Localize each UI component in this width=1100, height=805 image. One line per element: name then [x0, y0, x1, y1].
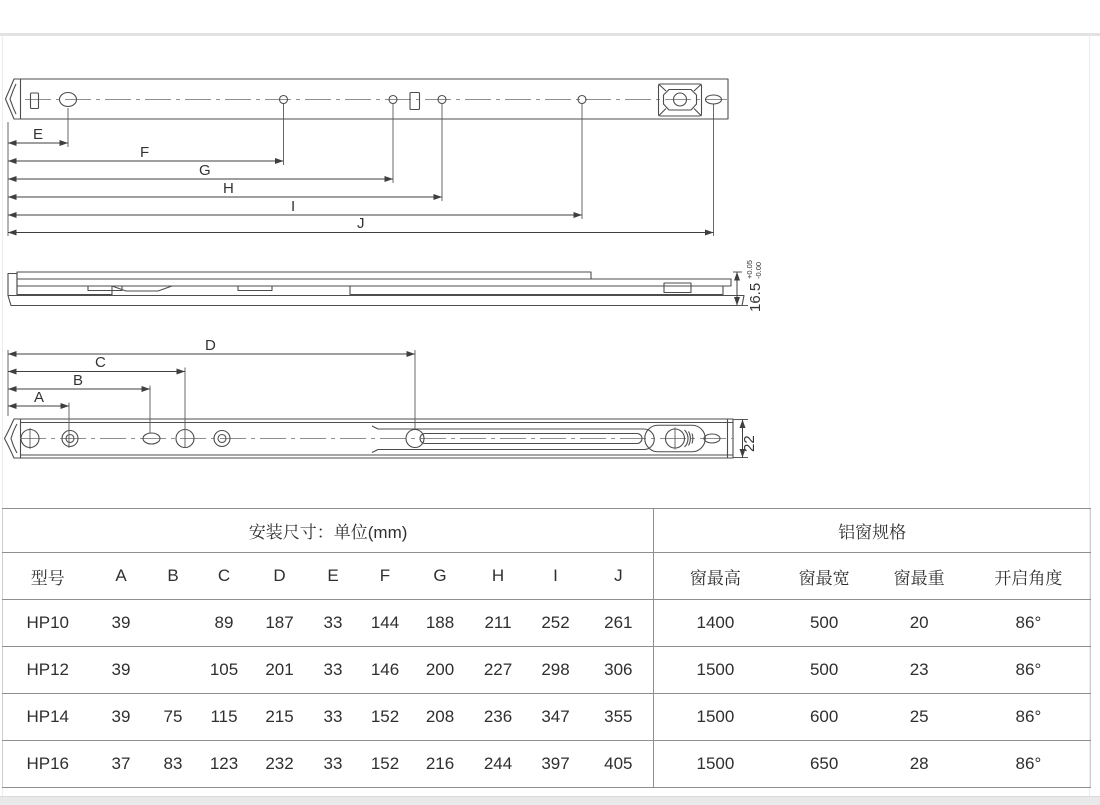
model-cell: HP10: [3, 600, 93, 647]
col-header-f: F: [359, 553, 412, 600]
col-header-g: G: [412, 553, 469, 600]
model-cell: HP16: [3, 741, 93, 788]
dim-label-d: D: [205, 337, 216, 354]
tolerance-minus-label: -0.00: [754, 261, 763, 279]
dim-label-h: H: [223, 180, 234, 197]
col-header-model: 型号: [3, 553, 93, 600]
table-row-hp16: HP16 37 83 123 232 33 152 216 244 397 405 1500 650 28 86°: [3, 741, 1091, 788]
table-row-hp10: HP10 39 89 187 33 144 188 211 252 261 1400 500 20 86°: [3, 600, 1091, 647]
dim-label-g: G: [199, 162, 211, 179]
col-header-h: H: [469, 553, 528, 600]
section-header-install-dims: 安装尺寸：单位(mm): [3, 509, 654, 553]
model-cell: HP12: [3, 647, 93, 694]
table-row-hp14: HP14 39 75 115 215 33 152 208 236 347 355 1500 600 25 86°: [3, 694, 1091, 741]
dim-label-i: I: [291, 198, 296, 215]
col-header-max-weight: 窗最重: [872, 553, 967, 600]
model-cell: HP14: [3, 694, 93, 741]
col-header-d: D: [252, 553, 308, 600]
dim-label-j: J: [357, 215, 365, 232]
table-row-hp12: HP12 39 105 201 33 146 200 227 298 306 1500 500 23 86°: [3, 647, 1091, 694]
extended-view-drawing: [6, 79, 729, 236]
col-header-b: B: [150, 553, 197, 600]
dim-label-c: C: [95, 354, 106, 371]
col-header-c: C: [197, 553, 252, 600]
inner-view-drawing: [5, 337, 759, 458]
spec-table: [2, 508, 1091, 788]
column-header-row: [3, 553, 1091, 600]
col-header-e: E: [308, 553, 359, 600]
side-view-drawing: [8, 260, 764, 312]
col-header-open-angle: 开启角度: [967, 553, 1091, 600]
width-dim-label: 22: [741, 435, 758, 452]
col-header-i: I: [528, 553, 584, 600]
tolerance-plus-label: +0.05: [745, 260, 754, 279]
col-header-j: J: [584, 553, 654, 600]
col-header-max-height: 窗最高: [654, 553, 777, 600]
dim-label-f: F: [140, 144, 150, 161]
dim-label-e: E: [33, 126, 44, 143]
col-header-a: A: [93, 553, 150, 600]
section-header-window-spec: 铝窗规格: [654, 509, 1091, 553]
bottom-divider: [0, 796, 1100, 805]
dim-label-a: A: [34, 389, 45, 406]
thickness-dim-label: 16.5: [747, 282, 764, 312]
col-header-max-width: 窗最宽: [777, 553, 872, 600]
dim-label-b: B: [73, 372, 84, 389]
